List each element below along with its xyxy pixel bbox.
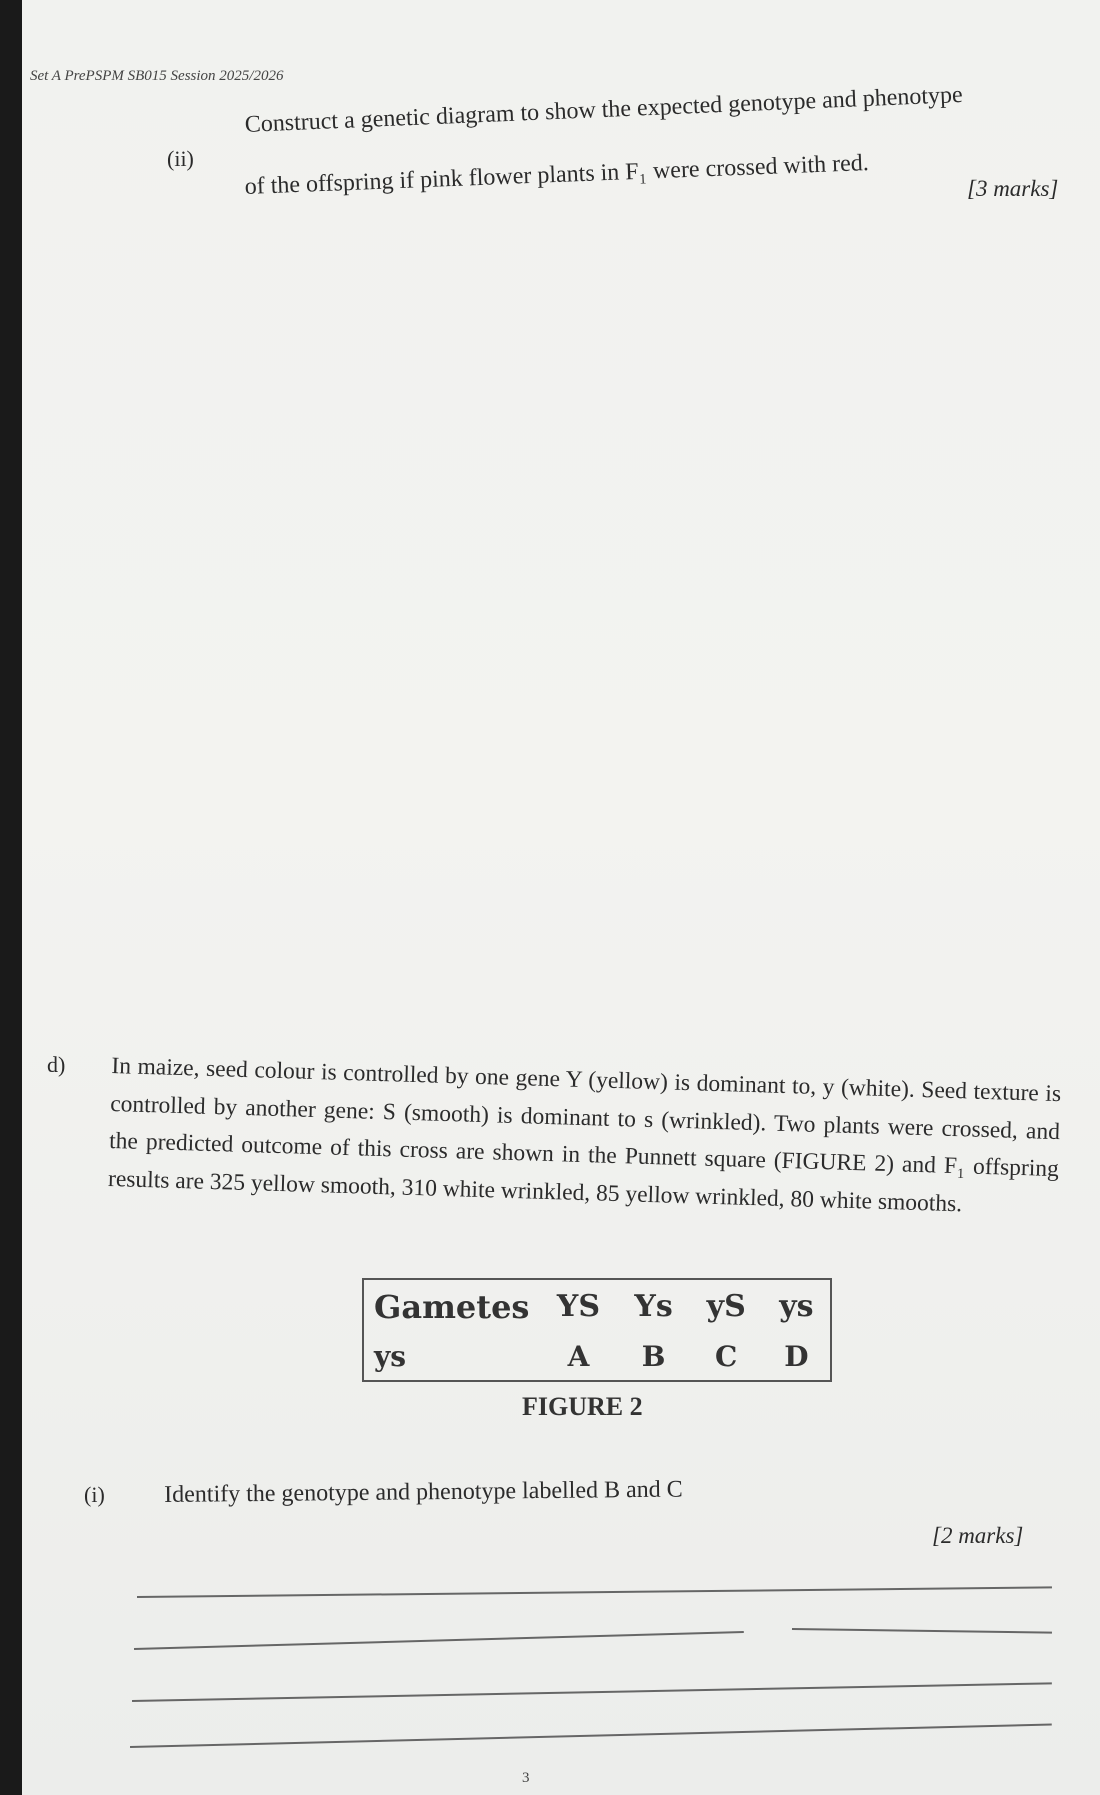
gamete-col-2: Ys [634, 1289, 673, 1325]
question-number-i: (i) [84, 1482, 105, 1507]
marks-i: [2 marks] [932, 1523, 1024, 1548]
figure-caption: FIGURE 2 [522, 1392, 643, 1421]
question-d-label: d) [47, 1052, 66, 1077]
cell-c: C [715, 1340, 738, 1374]
cell-a: A [567, 1340, 590, 1374]
cell-d: D [784, 1340, 809, 1374]
punnett-table [364, 1280, 830, 1380]
gamete-col-3: yS [706, 1289, 746, 1325]
answer-line-2[interactable] [134, 1631, 744, 1650]
cell-b: B [641, 1340, 666, 1374]
page-header: Set A PrePSPM SB015 Session 2025/2026 [30, 68, 284, 84]
page-number: 3 [522, 1770, 530, 1786]
gametes-label: Gametes [374, 1287, 530, 1326]
question-d-text: In maize, seed colour is controlled by one gene Y (yellow) is dominant to, y (white). Seed texture is controlled by another gene: S (smooth) is dominant to s (wrinkled). Two plants were crossed, and the predicted outcome of this cross are shown in the Punnett square (FIGURE 2) and F₁ offspring results are 325 yellow smooth, 310 white wrinkled, 85 yellow wrinkled, 80 white smooths. [107, 1052, 1062, 1217]
marks-ii: [3 marks] [967, 176, 1059, 201]
gamete-row-label: ys [374, 1340, 407, 1374]
question-number-ii: (ii) [167, 146, 194, 171]
punnett-square [362, 1278, 832, 1382]
answer-line-2b[interactable] [792, 1628, 1052, 1634]
exam-page [22, 0, 1100, 1795]
gamete-col-4: ys [779, 1289, 814, 1325]
question-ii-line2: of the offspring if pink flower plants in F₁ were crossed with red. [244, 150, 870, 200]
question-i-text: Identify the genotype and phenotype labelled B and C [164, 1476, 683, 1508]
answer-line-4[interactable] [130, 1723, 1052, 1748]
question-ii-line1: Construct a genetic diagram to show the expected genotype and phenotype [244, 81, 964, 138]
answer-line-1[interactable] [137, 1586, 1052, 1598]
gamete-col-1: YS [556, 1289, 601, 1325]
answer-line-3[interactable] [132, 1682, 1052, 1702]
